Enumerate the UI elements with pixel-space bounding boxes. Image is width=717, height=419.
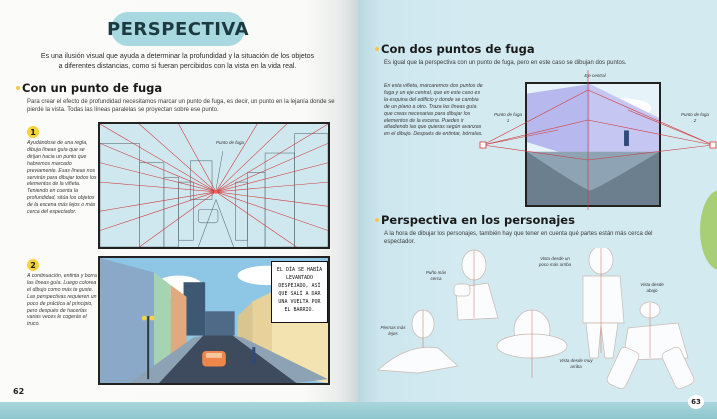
- character-perspective-sketches: [358, 248, 717, 402]
- section-desc-one-point: Para crear el efecto de profundidad necesitamos marcar un punto de fuga, es decir, un punto en la lejanía donde se pierde la vista. Todas las líneas paralelas se proyectan sobre ese punto.: [27, 99, 335, 113]
- section-desc-characters: A la hora de dibujar los personajes, también hay que tener en cuenta qué partes están más cerca del espectador.: [384, 231, 653, 245]
- caption-fist-closer: Puño más cerca: [425, 270, 447, 281]
- page-bottom-band: [0, 402, 717, 419]
- section-title-characters: Perspectiva en los personajes: [375, 213, 575, 227]
- vanishing-point-label: Punto de fuga: [215, 140, 245, 145]
- page-title: PERSPECTIVA: [106, 18, 250, 40]
- page-number-right: 63: [688, 395, 704, 409]
- two-point-guide-lines: [478, 70, 717, 210]
- bullet-icon: [375, 47, 379, 51]
- step-1-badge: 1: [27, 126, 39, 138]
- intro-text: Es una ilusión visual que ayuda a determinar la profundidad y la situación de los objetos a diferentes distancias, como si fueran percibidos con la vista en la vida real.: [40, 53, 315, 70]
- caption-from-below: Vista desde abajo: [640, 282, 664, 293]
- speech-bubble: EL DÍA SE HABÍA LEVANTADO DESPEJADO, ASÍ QUE SALÍ A DAR UNA VUELTA POR EL BARRIO.: [271, 261, 328, 323]
- left-page: [0, 0, 358, 402]
- page-number-left: 62: [13, 387, 25, 396]
- right-page: [358, 0, 717, 402]
- bullet-icon: [375, 218, 379, 222]
- central-axis-label: Eje central: [584, 73, 606, 78]
- step-2-badge: 2: [27, 259, 39, 271]
- section-desc-two-point: Es igual que la perspectiva con un punto de fuga, pero en este caso se dibujan dos puntos.: [384, 60, 627, 66]
- caption-slightly-above: Vista desde un poco más arriba: [538, 256, 572, 267]
- two-point-side-text: En esta viñeta, marcaremos dos puntos de fuga y un eje central, que en este caso es la esquina del edificio y donde se cambia de un plano a otro. Traza las líneas guía que creas necesarias para dibujar los elementos de la escena. Puedes ir añadiendo las que quieras según avanzas en el dibujo. Después de entintar, bórralas.: [384, 83, 483, 138]
- page-title-pill: [106, 12, 250, 46]
- vanishing-point-2-label: Punto de fuga 2: [680, 112, 710, 123]
- caption-far-above: Vista desde muy arriba: [559, 358, 593, 369]
- vanishing-point-1-label: Punto de fuga 1: [493, 112, 523, 123]
- step-2-text: A continuación, entinta y borra las líneas guía. Luego colorea el dibujo como más te guste. Las perspectivas requieren un poco de práctica al principio, pero después de hacerlas varias veces le cogerás el truco.: [27, 273, 97, 328]
- section-title-two-point: Con dos puntos de fuga: [375, 42, 535, 56]
- step-1-text: Ayudándose de una regla, dibuja líneas guía que se dirijan hacia un punto que habremos marcado previamente. Esas líneas nos servirán para dibujar todos los elementos de la viñeta. Teniendo en cuenta la profundidad, sitúa los objetos de la escena más lejos o más cerca del espectador.: [27, 140, 97, 216]
- bullet-icon: [16, 86, 20, 90]
- section-title-one-point: Con un punto de fuga: [16, 81, 162, 95]
- caption-legs-farther: Piernas más lejos: [380, 325, 406, 336]
